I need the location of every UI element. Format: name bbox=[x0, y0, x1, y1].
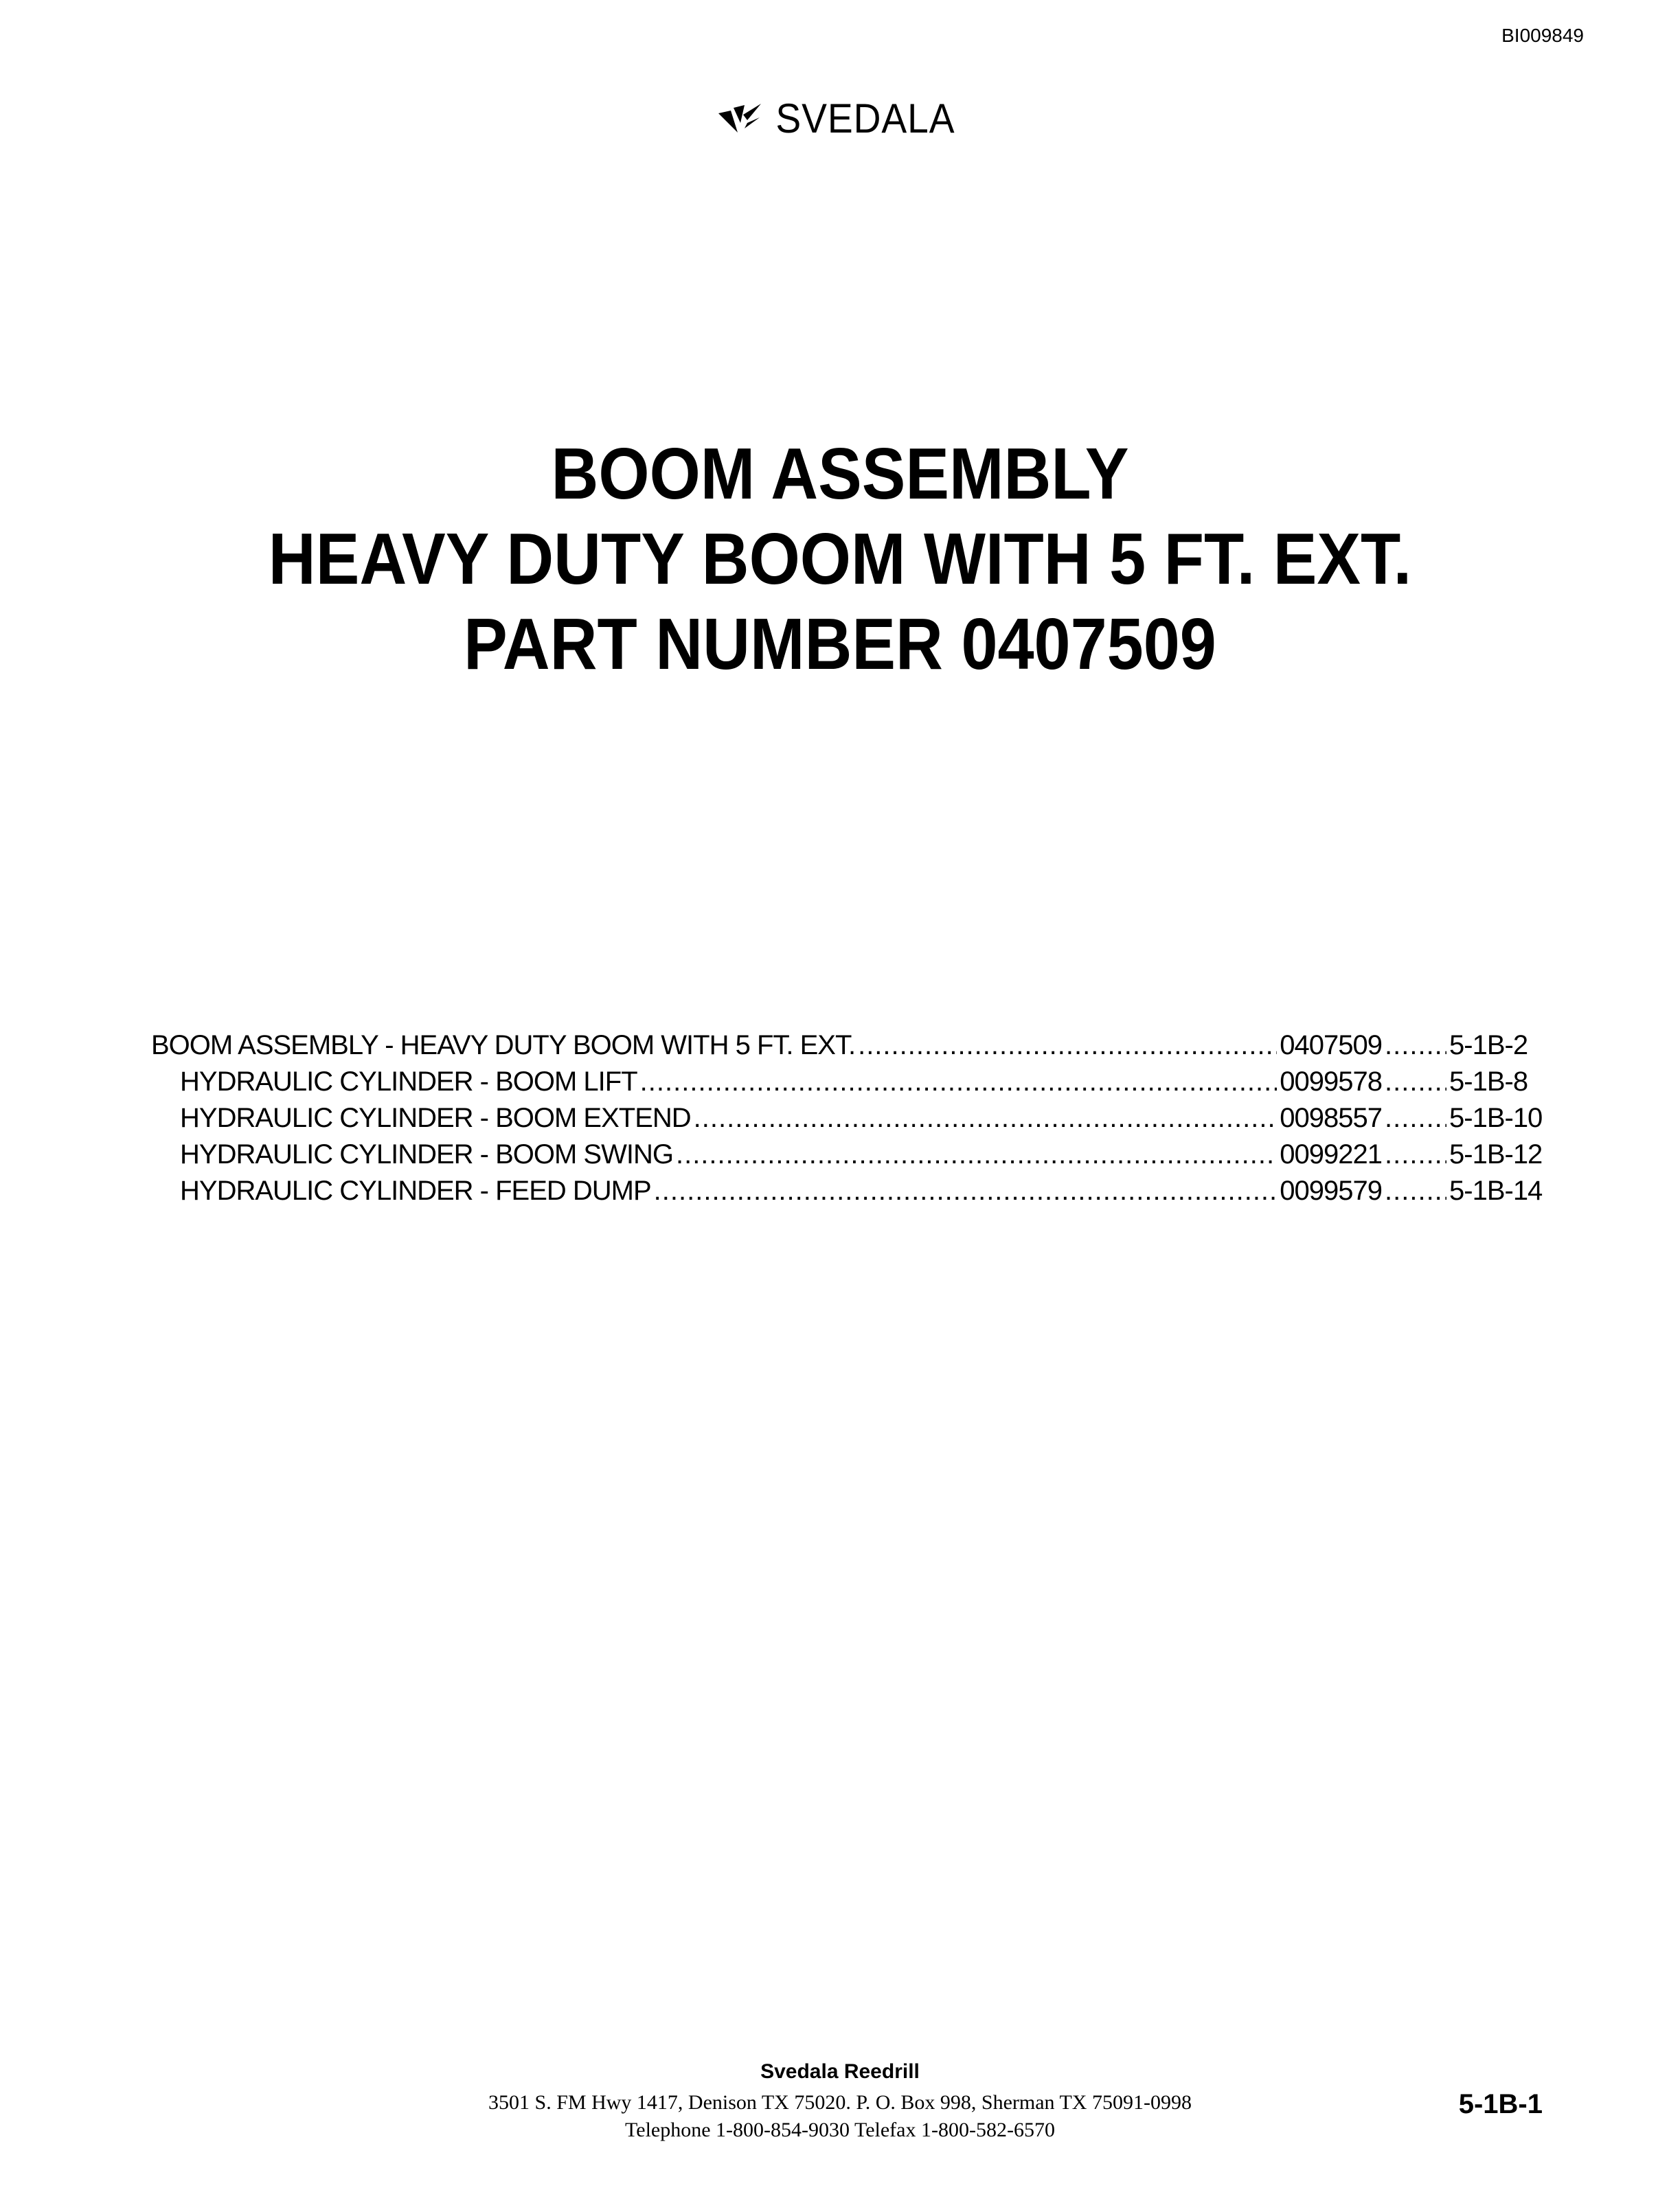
dot-leader bbox=[858, 1030, 1277, 1061]
logo-wordmark: SVEDALA bbox=[775, 95, 955, 141]
footer-address: 3501 S. FM Hwy 1417, Denison TX 75020. P. O. Box 998, Sherman TX 75091-0998 bbox=[488, 2091, 1192, 2114]
toc-entry-page: 5-1B-14 bbox=[1449, 1176, 1543, 1206]
document-id: BI009849 bbox=[1501, 25, 1584, 46]
toc-entry-page: 5-1B-12 bbox=[1449, 1139, 1543, 1170]
title-line-2: HEAVY DUTY BOOM WITH 5 FT. EXT. bbox=[268, 518, 1412, 600]
toc-entry-label: HYDRAULIC CYLINDER - FEED DUMP bbox=[180, 1176, 651, 1206]
dot-leader bbox=[1385, 1139, 1446, 1170]
dot-leader bbox=[1385, 1030, 1446, 1061]
toc-entry-label: HYDRAULIC CYLINDER - BOOM EXTEND bbox=[180, 1103, 691, 1133]
toc-entry-part-number: 0099578 bbox=[1280, 1067, 1382, 1097]
toc-entry bbox=[151, 1103, 1545, 1139]
title-line-1: BOOM ASSEMBLY bbox=[551, 433, 1129, 514]
svedala-logo bbox=[0, 95, 1680, 142]
toc-entry-part-number: 0099579 bbox=[1280, 1176, 1382, 1206]
dot-leader bbox=[640, 1067, 1278, 1097]
dot-leader bbox=[1385, 1067, 1446, 1097]
toc-entry bbox=[151, 1030, 1545, 1067]
title-line-3: PART NUMBER 0407509 bbox=[464, 604, 1216, 685]
table-of-contents bbox=[151, 1030, 1545, 1212]
toc-entry-label: BOOM ASSEMBLY - HEAVY DUTY BOOM WITH 5 FT. EXT. bbox=[151, 1030, 856, 1060]
toc-entry-page: 5-1B-8 bbox=[1449, 1067, 1528, 1097]
toc-entry-page: 5-1B-2 bbox=[1449, 1030, 1528, 1060]
toc-entry bbox=[151, 1139, 1545, 1176]
toc-entry bbox=[151, 1067, 1545, 1103]
footer-contact: Telephone 1-800-854-9030 Telefax 1-800-582-6570 bbox=[625, 2119, 1055, 2141]
toc-entry-label: HYDRAULIC CYLINDER - BOOM SWING bbox=[180, 1139, 673, 1170]
toc-entry-part-number: 0407509 bbox=[1280, 1030, 1382, 1060]
page-footer bbox=[0, 2060, 1680, 2144]
svedala-emblem-icon bbox=[717, 102, 762, 135]
footer-company-name: Svedala Reedrill bbox=[760, 2060, 920, 2083]
dot-leader bbox=[1385, 1176, 1446, 1207]
page-number: 5-1B-1 bbox=[1458, 2089, 1543, 2119]
toc-entry-label: HYDRAULIC CYLINDER - BOOM LIFT bbox=[180, 1067, 637, 1097]
dot-leader bbox=[654, 1176, 1278, 1207]
dot-leader bbox=[1385, 1103, 1446, 1134]
dot-leader bbox=[694, 1103, 1278, 1134]
dot-leader bbox=[676, 1139, 1277, 1170]
toc-entry-part-number: 0098557 bbox=[1280, 1103, 1382, 1133]
toc-entry-page: 5-1B-10 bbox=[1449, 1103, 1543, 1133]
document-title bbox=[0, 431, 1680, 687]
toc-entry bbox=[151, 1176, 1545, 1212]
toc-entry-part-number: 0099221 bbox=[1280, 1139, 1382, 1170]
